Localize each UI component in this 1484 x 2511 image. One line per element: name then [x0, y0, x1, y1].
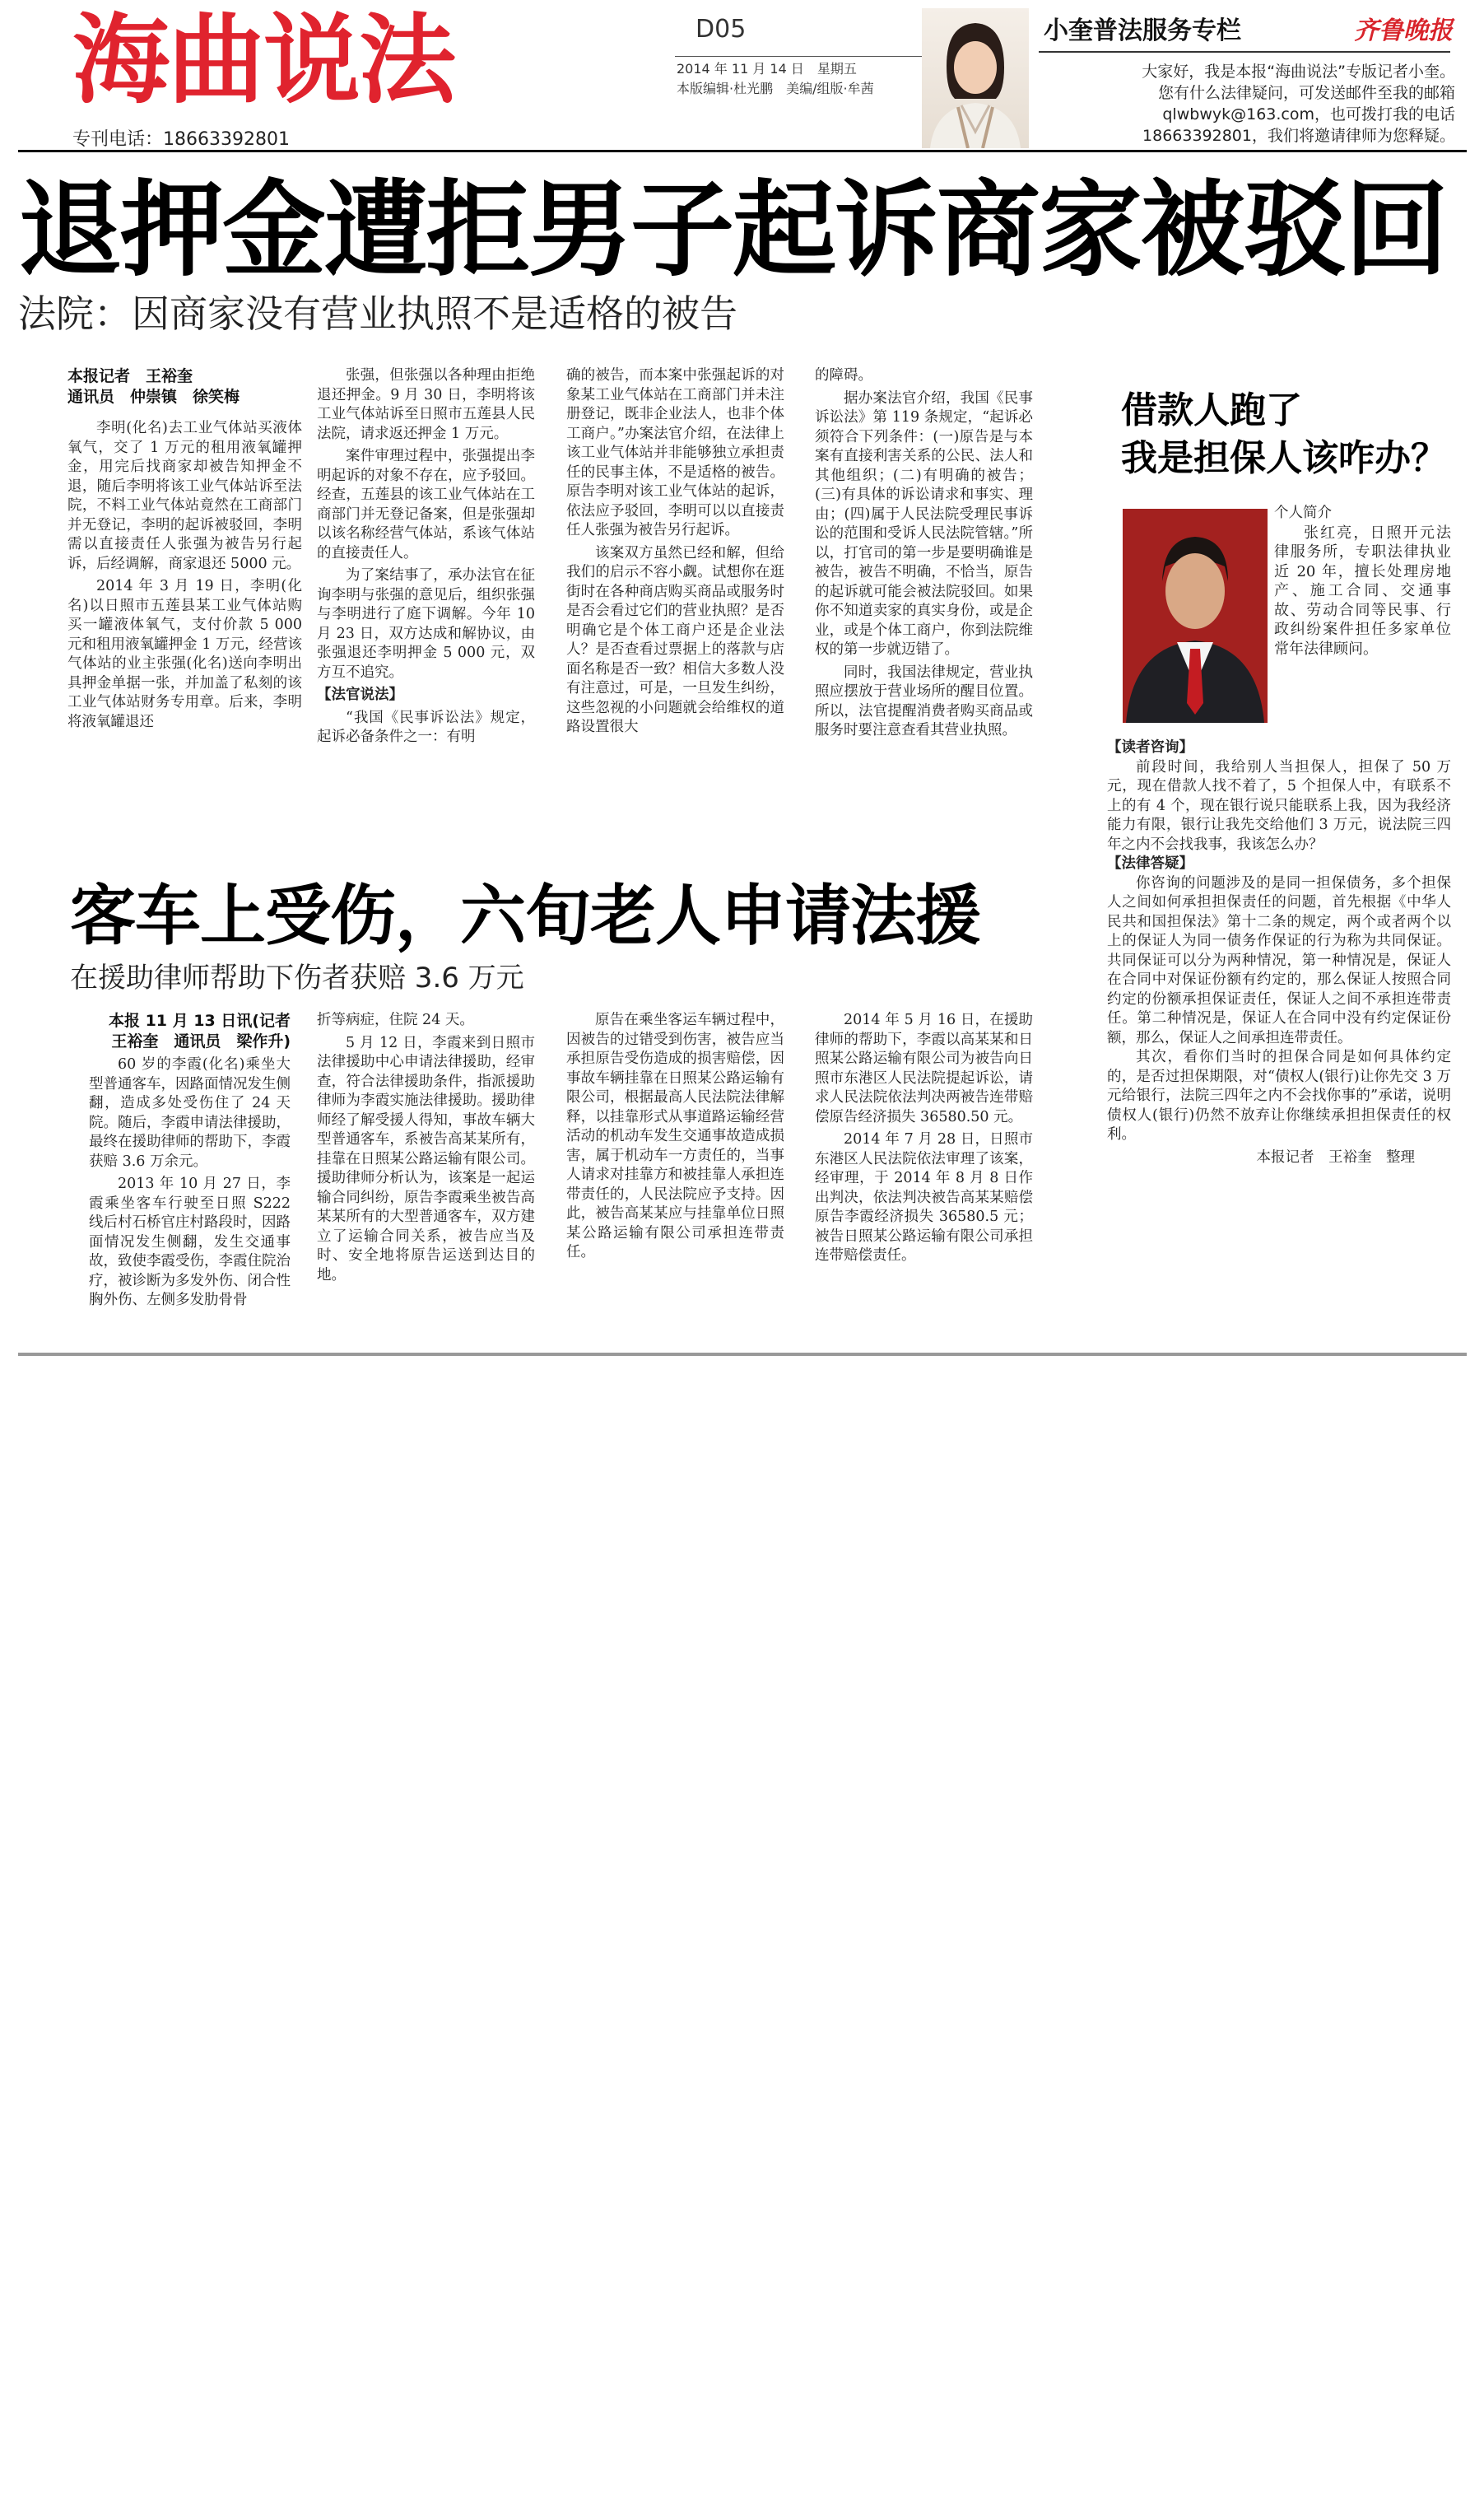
reporter-portrait: [922, 8, 1029, 148]
intro-line: qlwbwyk@163.com，也可拨打我的电话: [1162, 105, 1455, 123]
byline-line: 通讯员 仲崇镇 徐笑梅: [67, 388, 240, 406]
article1-subheadline: 法院：因商家没有营业执照不是适格的被告: [18, 291, 737, 336]
signoff: 本报记者 王裕奎 整理: [1256, 1148, 1415, 1166]
paragraph: “我国《民事诉讼法》规定，起诉必备条件之一：有明: [317, 709, 535, 745]
page-number: D05: [695, 15, 747, 44]
article2-column-4: [815, 1011, 1033, 1266]
paragraph: 原告在乘坐客运车辆过程中，因被告的过错受到伤害，被告应当承担原告受伤造成的损害赔偿，因事故车辆挂靠在日照某公路运输有限公司，根据最高人民法院法律解释，以挂靠形式从事道路运输经营活动的机动车发生交通事故造成损害，属于机动车一方责任的，当事人请求对挂靠方和被挂靠人承担连带责任的，人民法院应予支持。因此，被告高某某应与挂靠单位日照某公路运输有限公司承担连带责任。: [566, 1012, 784, 1260]
paragraph: 2014 年 7 月 28 日，日照市东港区人民法院依法审理了该案，经审理，于 2014 年 8 月 8 日作出判决，依法判决被告高某某赔偿原告李霞经济损失 36580.5 元；被告日照某公路运输有限公司承担连带赔偿责任。: [815, 1131, 1033, 1264]
paragraph: 案件审理过程中，张强提出李明起诉的对象不存在，应予驳回。经查，五莲县的该工业气体站在工商部门并无登记备案，但是张强却以该名称经营气体站，系该气体站的直接责任人。: [317, 448, 535, 561]
paragraph: 该案双方虽然已经和解，但给我们的启示不容小觑。试想你在逛街时在各种商店购买商品或服务时是否会看过它们的营业执照？是否明确它是个体工商户还是企业法人？是否查看过票据上的落款与店面名称是否一致？相信大多数人没有注意过，可是，一旦发生纠纷，这些忽视的小问题就会给维权的道路设置很大: [566, 544, 784, 735]
paragraph: 确的被告，而本案中张强起诉的对象某工业气体站在工商部门并未注册登记，既非企业法人，也非个体工商户。”办案法官介绍，在法律上该工业气体站并非能够独立承担责任的民事主体，不是适格的被告。原告李明对该工业气体站的起诉，依法应予驳回，李明可以以直接责任人张强为被告另行起诉。: [566, 367, 784, 538]
answer-label: 【法律答疑】: [1107, 855, 1193, 872]
article1-column-2: [317, 366, 535, 748]
divider: [1039, 51, 1450, 53]
paragraph: 折等病症，住院 24 天。: [317, 1012, 474, 1028]
lawyer-photo-image: [1123, 509, 1268, 723]
profile-label: 个人简介: [1274, 505, 1332, 521]
portrait-image: [922, 8, 1029, 148]
paragraph: 2014 年 5 月 16 日，在援助律师的帮助下，李霞以高某某和日照某公路运输有限公司为被告向日照市东港区人民法院提起诉讼，请求人民法院依法判决两被告连带赔偿原告经济损失 36580.50 元。: [815, 1012, 1033, 1125]
answer-paragraph: 其次，看你们当时的担保合同是如何具体约定的，是否过担保期限，对“债权人(银行)让你先交 3 万元给银行，法院三四年之内不会找你事的”承诺，说明债权人(银行)仍然不放弃让你继续承担担保责任的权利。: [1107, 1049, 1451, 1143]
intro-line: 大家好，我是本报“海曲说法”专版记者小奎。: [1142, 63, 1455, 81]
paragraph: 为了案结事了，承办法官在征询李明与张强的意见后，组织张强与李明进行了庭下调解。今年 10 月 23 日，双方达成和解协议，由张强退还李明押金 5 000 元，双方互不追究。: [317, 567, 535, 681]
date-line: 2014 年 11 月 14 日 星期五: [677, 61, 857, 77]
article2-headline: 客车上受伤，六旬老人申请法援: [70, 878, 980, 954]
article2-column-1: [89, 1011, 291, 1311]
question-text: 前段时间，我给别人当担保人，担保了 50 万元，现在借款人找不着了，5 个担保人中，有联系不上的有 4 个，现在银行说只能联系上我，因为我经济能力有限，银行让我先交给他们 3 万元，说法院三四年之内不会找我事，我该怎么办？: [1107, 758, 1451, 853]
intro-line: 您有什么法律疑问，可发送邮件至我的邮箱: [1157, 84, 1455, 102]
qa-section: [1107, 738, 1451, 1167]
lawyer-photo: [1123, 509, 1268, 723]
paragraph: 2014 年 3 月 19 日，李明(化名)以日照市五莲县某工业气体站购买一罐液体氧气，支付价款 5 000 元和租用液氧罐押金 1 万元，经营该气体站的业主张强(化名)送向李明出具押金单据一张，并加盖了私刻的该工业气体站财务专用章。后来，李明将液氧罐退还: [67, 578, 302, 730]
profile-text: 张红亮，日照开元法律服务所，专职法律执业近 20 年，擅长处理房地产、施工合同、交通事故、劳动合同等民事、行政纠纷案件担任多家单位常年法律顾问。: [1274, 524, 1451, 658]
paragraph: 张强，但张强以各种理由拒绝退还押金。9 月 30 日，李明将该工业气体站诉至日照市五莲县人民法院，请求返还押金 1 万元。: [317, 367, 535, 442]
sidebar-title-line: 我是担保人该咋办？: [1121, 437, 1447, 479]
column-title: 小奎普法服务专栏: [1044, 16, 1241, 45]
paragraph: 5 月 12 日，李霞来到日照市法律援助中心申请法律援助，经审查，符合法律援助条件，指派援助律师为李霞实施法律援助。援助律师经了解受援人得知，事故车辆大型普通客车，系被告高某某所有，挂靠在日照某公路运输有限公司。援助律师分析认为，该案是一起运输合同纠纷，原告李霞乘坐被告高某某所有的大型普通客车，双方建立了运输合同关系，被告应当及时、安全地将原告运送到达目的地。: [317, 1034, 535, 1283]
paragraph: 2013 年 10 月 27 日，李霞乘坐客车行驶至日照 S222 线后村石桥官庄村路段时，因路面情况发生侧翻，发生交通事故，致使李霞受伤，李霞住院治疗，被诊断为多发外伤、闭合性胸外伤、左侧多发肋骨骨: [89, 1176, 291, 1308]
byline-line: 本报记者 王裕奎: [67, 367, 193, 385]
byline: [67, 366, 302, 408]
paragraph: 同时，我国法律规定，营业执照应摆放于营业场所的醒目位置。所以，法官提醒消费者购买商品或服务时要注意查看其营业执照。: [815, 664, 1033, 738]
article1-column-1: [67, 366, 302, 732]
lawyer-profile: [1274, 504, 1451, 659]
article2-column-2: [317, 1011, 535, 1285]
sidebar-title: [1121, 387, 1447, 482]
issue-meta: [677, 59, 874, 99]
article2-column-3: [566, 1011, 784, 1263]
question-label: 【读者咨询】: [1107, 739, 1193, 756]
paragraph: 60 岁的李霞(化名)乘坐大型普通客车，因路面情况发生侧翻，造成多处受伤住了 24 天院。随后，李霞申请法律援助，最终在援助律师的帮助下，李霞获赔 3.6 万余元。: [89, 1056, 291, 1170]
paragraph: 李明(化名)去工业气体站买液体氧气，交了 1 万元的租用液氧罐押金，用完后找商家却被告知押金不退，随后李明将该工业气体站诉至法院，不料工业气体站竟然在工商部门并无登记，李明的起诉被驳回，李明需以直接责任人张强为被告另行起诉，后经调解，商家退还 5000 元。: [67, 420, 302, 572]
byline-line: 本报 11 月 13 日讯(记者: [108, 1012, 291, 1030]
article2-subheadline: 在援助律师帮助下伤者获赔 3.6 万元: [70, 962, 524, 995]
paragraph: 据办案法官介绍，我国《民事诉讼法》第 119 条规定，“起诉必须符合下列条件：(一)原告是与本案有直接利害关系的公民、法人和其他组织；(二)有明确的被告；(三)有具体的诉讼请求和事实、理由；(四)属于人民法院受理民事诉讼的范围和受诉人民法院管辖。”所以，打官司的第一步是要明确谁是被告，被告不明确，不恰当，原告的起诉就可能会被法院驳回。如果你不知道卖家的真实身份，或是企业，或是个体工商户，你到法院维权的第一步就迈错了。: [815, 389, 1033, 658]
column-intro: [1044, 61, 1455, 147]
byline: [89, 1011, 291, 1052]
article1-headline: 退押金遭拒男子起诉商家被驳回: [18, 170, 1447, 291]
hotline: 专刊电话：18663392801: [72, 129, 290, 150]
article1-column-3: [566, 366, 784, 738]
paper-logo: 齐鲁晚报: [1354, 16, 1453, 45]
article1-column-4: [815, 366, 1033, 741]
paragraph: 的障碍。: [815, 367, 872, 384]
page-bottom-rule: [18, 1353, 1467, 1356]
answer-paragraph: 你咨询的问题涉及的是同一担保债务，多个担保人之间如何承担担保责任的问题，首先根据《中华人民共和国担保法》第十二条的规定，两个或者两个以上的保证人为同一债务作保证的行为称为共同保证。共同保证可以分为两种情况，第一种情况是，保证人在合同中对保证份额有约定的，那么保证人按照合同约定的份额承担保证责任，保证人之间不承担连带责任。第二种情况是，保证人在合同中没有约定保证份额，那么，保证人之间承担连带责任。: [1107, 874, 1451, 1046]
section-label: 【法官说法】: [317, 687, 403, 703]
masthead-title: 海曲说法: [72, 3, 455, 117]
sidebar-title-line: 借款人跑了: [1121, 389, 1302, 431]
header-divider: [18, 150, 1467, 152]
intro-line: 18663392801，我们将邀请律师为您释疑。: [1142, 127, 1455, 145]
divider: [675, 56, 922, 57]
byline-line: 王裕奎 通讯员 梁作升): [111, 1032, 291, 1051]
editor-line: 本版编辑·杜光鹏 美编/组版·牟茜: [677, 81, 874, 96]
